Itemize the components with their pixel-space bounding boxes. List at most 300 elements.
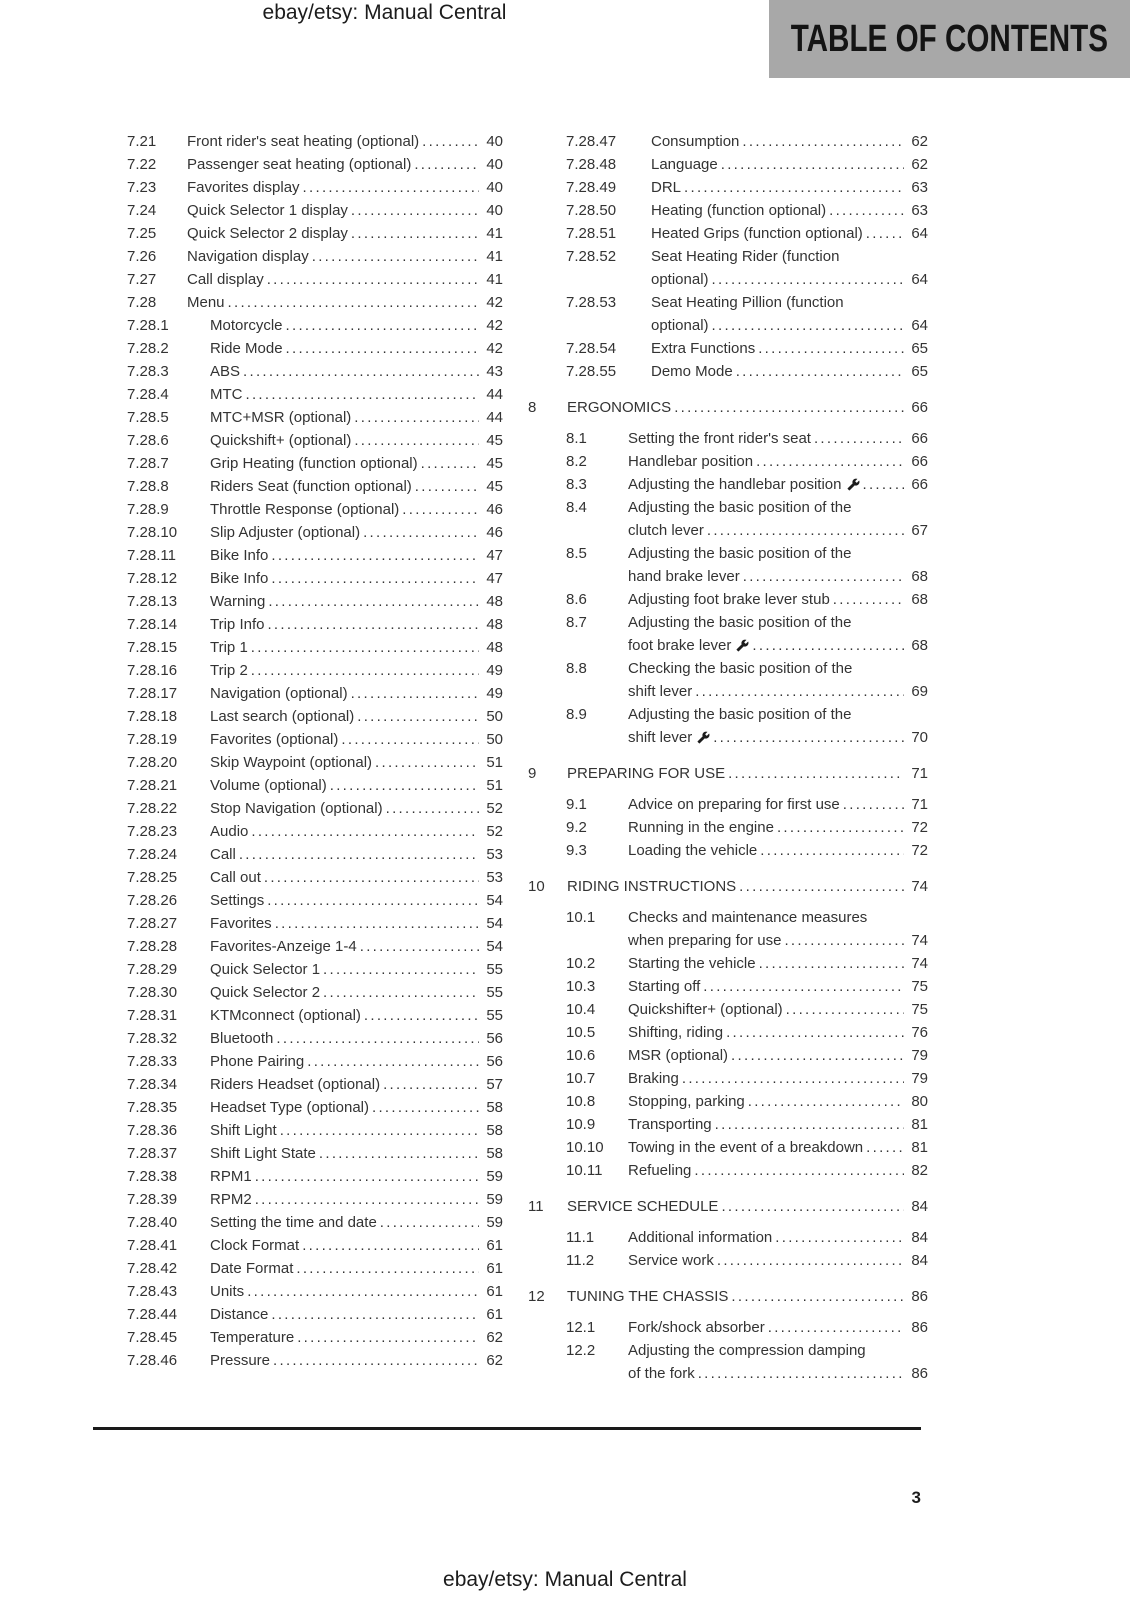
toc-entry	[127, 613, 503, 636]
entry-body	[187, 199, 503, 222]
entry-number: 7.28.33	[127, 1053, 178, 1070]
dot-leader	[299, 1234, 479, 1257]
entry-body	[628, 816, 928, 839]
entry-page-number: 59	[486, 1168, 503, 1185]
entry-number: 7.28.12	[127, 570, 178, 587]
dot-leader	[283, 314, 479, 337]
entry-title: Adjusting the basic position of the	[628, 545, 852, 562]
entry-body	[210, 1211, 503, 1234]
entry-title: Additional information	[628, 1229, 773, 1246]
dot-leader	[244, 1280, 479, 1303]
dot-leader	[351, 429, 479, 452]
entry-page-number: 41	[486, 225, 503, 242]
dot-leader	[863, 222, 904, 245]
entry-number: 8.3	[566, 476, 587, 493]
toc-entry	[127, 176, 503, 199]
entry-number: 7.28.20	[127, 754, 178, 771]
entry-title: Navigation display	[187, 248, 309, 265]
entry-page-number: 84	[911, 1198, 928, 1215]
toc-entry	[127, 797, 503, 820]
toc-entry	[127, 406, 503, 429]
entry-page-number: 84	[911, 1252, 928, 1269]
entry-body	[628, 1090, 928, 1113]
entry-page-number: 62	[486, 1329, 503, 1346]
entry-title: Consumption	[651, 133, 740, 150]
entry-page-number: 79	[911, 1047, 928, 1064]
entry-line	[210, 728, 503, 751]
entry-page-number: 64	[911, 317, 928, 334]
dot-leader	[248, 820, 479, 843]
entry-number: 7.28.27	[127, 915, 178, 932]
entry-page-number: 54	[486, 938, 503, 955]
dot-leader	[704, 519, 904, 542]
entry-number: 7.28.17	[127, 685, 178, 702]
entry-number: 7.28.6	[127, 432, 169, 449]
entry-body	[210, 1119, 503, 1142]
entry-body	[210, 498, 503, 521]
entry-number: 7.28.55	[566, 363, 617, 380]
entry-line	[567, 396, 928, 419]
dot-leader	[728, 1285, 904, 1308]
dot-leader	[293, 1257, 479, 1280]
entry-title: Adjusting the basic position of the	[628, 499, 852, 516]
toc-entry	[127, 1280, 503, 1303]
entry-page-number: 63	[911, 202, 928, 219]
entry-number: 7.26	[127, 248, 157, 265]
entry-page-number: 40	[486, 202, 503, 219]
dot-leader	[736, 875, 904, 898]
entry-body	[187, 291, 503, 314]
toc-entry	[566, 542, 928, 588]
entry-body	[628, 1339, 928, 1385]
entry-body	[210, 889, 503, 912]
entry-line	[567, 1195, 928, 1218]
entry-number: 7.28.46	[127, 1352, 178, 1369]
dot-leader	[236, 843, 479, 866]
entry-number: 10.11	[566, 1162, 603, 1179]
entry-page-number: 71	[911, 796, 928, 813]
entry-number: 10.6	[566, 1047, 596, 1064]
entry-body	[210, 406, 503, 429]
entry-line	[628, 1226, 928, 1249]
entry-title: DRL	[651, 179, 682, 196]
entry-number: 9.3	[566, 842, 587, 859]
entry-line	[628, 519, 928, 542]
entry-title: Call display	[187, 271, 264, 288]
entry-title: Quick Selector 2	[210, 984, 321, 1001]
entry-body	[628, 588, 928, 611]
toc-entry	[127, 590, 503, 613]
toc-entry	[127, 912, 503, 935]
entry-line	[628, 611, 928, 634]
toc-entry	[566, 222, 928, 245]
entry-page-number: 41	[486, 271, 503, 288]
entry-body	[210, 866, 503, 889]
entry-body	[567, 762, 928, 785]
entry-title: Handlebar position	[628, 453, 754, 470]
entry-title: Last search (optional)	[210, 708, 355, 725]
toc-entry	[566, 703, 928, 749]
toc-entry	[566, 450, 928, 473]
toc-entry	[566, 473, 928, 496]
entry-number: 7.28.40	[127, 1214, 178, 1231]
toc-entry	[127, 360, 503, 383]
entry-page-number: 63	[911, 179, 928, 196]
dot-leader	[753, 450, 904, 473]
dot-leader	[740, 565, 904, 588]
dot-leader	[725, 762, 904, 785]
entry-line	[210, 751, 503, 774]
entry-line	[210, 1234, 503, 1257]
entry-body	[210, 636, 503, 659]
entry-page-number: 65	[911, 363, 928, 380]
entry-body	[651, 130, 928, 153]
entry-page-number: 61	[486, 1260, 503, 1277]
entry-number: 8.4	[566, 499, 587, 516]
entry-line	[628, 1090, 928, 1113]
entry-body	[210, 360, 503, 383]
entry-title: Heated Grips (function optional)	[651, 225, 863, 242]
dot-leader	[757, 839, 904, 862]
entry-line	[187, 268, 503, 291]
entry-number: 7.28.1	[127, 317, 169, 334]
entry-title: Starting off	[628, 978, 701, 995]
toc-entry	[528, 762, 928, 785]
entry-body	[187, 130, 503, 153]
entry-line	[628, 680, 928, 703]
entry-body	[210, 935, 503, 958]
entry-title: MSR (optional)	[628, 1047, 729, 1064]
toc-entry	[566, 291, 928, 337]
dot-leader	[739, 130, 904, 153]
entry-page-number: 58	[486, 1145, 503, 1162]
entry-line	[651, 337, 928, 360]
toc-entry	[566, 1090, 928, 1113]
dot-leader	[348, 199, 479, 222]
entry-title: Setting the front rider's seat	[628, 430, 811, 447]
entry-number: 7.21	[127, 133, 157, 150]
entry-title: Adjusting the basic position of the	[628, 614, 852, 631]
entry-page-number: 86	[911, 1288, 928, 1305]
toc-entry	[127, 1303, 503, 1326]
toc-entry	[566, 337, 928, 360]
toc-entry	[127, 383, 503, 406]
dot-leader	[712, 1113, 904, 1136]
entry-page-number: 81	[911, 1139, 928, 1156]
entry-body	[651, 245, 928, 291]
entry-body	[210, 728, 503, 751]
entry-title: Throttle Response (optional)	[210, 501, 400, 518]
dot-leader	[745, 1090, 904, 1113]
footer-doc-title: ebay/etsy: Manual Central	[443, 1568, 687, 1591]
entry-page-number: 53	[486, 869, 503, 886]
entry-title: KTMconnect (optional)	[210, 1007, 361, 1024]
dot-leader	[348, 682, 479, 705]
entry-body	[210, 751, 503, 774]
entry-line	[210, 383, 503, 406]
entry-title: Volume (optional)	[210, 777, 327, 794]
entry-line	[628, 634, 928, 657]
toc-entry	[566, 906, 928, 952]
dot-leader	[264, 613, 479, 636]
entry-line	[210, 1303, 503, 1326]
dot-leader	[733, 360, 904, 383]
entry-title: Adjusting foot brake lever stub	[628, 591, 830, 608]
entry-title: RPM1	[210, 1168, 252, 1185]
toc-entry	[566, 1249, 928, 1272]
entry-line	[628, 473, 928, 496]
dot-leader	[863, 1136, 904, 1159]
entry-line	[210, 544, 503, 567]
entry-page-number: 61	[486, 1283, 503, 1300]
dot-leader	[399, 498, 479, 521]
entry-page-number: 42	[486, 317, 503, 334]
entry-number: 12.1	[566, 1319, 596, 1336]
entry-page-number: 50	[486, 731, 503, 748]
entry-page-number: 62	[911, 156, 928, 173]
entry-title: Trip 2	[210, 662, 248, 679]
entry-page-number: 58	[486, 1122, 503, 1139]
entry-body	[210, 1257, 503, 1280]
toc-entry	[528, 875, 928, 898]
dot-leader	[268, 567, 479, 590]
toc-entry	[566, 588, 928, 611]
entry-body	[651, 337, 928, 360]
entry-title: Service work	[628, 1252, 714, 1269]
entry-body	[210, 613, 503, 636]
dot-leader	[765, 1316, 904, 1339]
entry-line	[628, 839, 928, 862]
entry-line	[210, 1027, 503, 1050]
entry-line	[628, 1339, 928, 1362]
entry-number: 7.28.38	[127, 1168, 178, 1185]
entry-body	[628, 542, 928, 588]
dot-leader	[755, 337, 904, 360]
entry-line	[651, 130, 928, 153]
dot-leader	[830, 588, 904, 611]
entry-number: 9.1	[566, 796, 587, 813]
entry-page-number: 47	[486, 547, 503, 564]
entry-number: 9.2	[566, 819, 587, 836]
chapter-title: SERVICE SCHEDULE	[567, 1198, 719, 1215]
toc-entry	[566, 952, 928, 975]
entry-number: 8.7	[566, 614, 587, 631]
entry-page-number: 52	[486, 800, 503, 817]
entry-title: RPM2	[210, 1191, 252, 1208]
entry-page-number: 42	[486, 294, 503, 311]
entry-number: 7.28.5	[127, 409, 169, 426]
entry-number: 7.28.10	[127, 524, 178, 541]
entry-line	[210, 337, 503, 360]
entry-body	[628, 1021, 928, 1044]
entry-line	[210, 406, 503, 429]
entry-line	[651, 268, 928, 291]
toc-entry	[127, 1096, 503, 1119]
entry-page-number: 66	[911, 453, 928, 470]
entry-page-number: 76	[911, 1024, 928, 1041]
entry-number: 7.28.47	[566, 133, 617, 150]
entry-title: Passenger seat heating (optional)	[187, 156, 412, 173]
entry-title: Stopping, parking	[628, 1093, 745, 1110]
entry-number: 7.28.42	[127, 1260, 178, 1277]
toc-entry	[127, 1004, 503, 1027]
entry-page-number: 72	[911, 842, 928, 859]
entry-line	[651, 291, 928, 314]
toc-entry	[127, 337, 503, 360]
entry-number: 7.28.21	[127, 777, 178, 794]
wrench-icon	[847, 478, 860, 491]
entry-number: 7.28.22	[127, 800, 178, 817]
toc-entry	[127, 1188, 503, 1211]
entry-line	[210, 1050, 503, 1073]
toc-entry	[566, 657, 928, 703]
entry-title: optional)	[651, 317, 709, 334]
entry-line	[210, 774, 503, 797]
dot-leader	[277, 1119, 479, 1142]
entry-line	[210, 1142, 503, 1165]
entry-number: 10.5	[566, 1024, 596, 1041]
entry-body	[210, 544, 503, 567]
entry-page-number: 61	[486, 1306, 503, 1323]
entry-title: shift lever	[628, 683, 693, 700]
toc-entry	[127, 889, 503, 912]
entry-line	[210, 521, 503, 544]
entry-body	[628, 906, 928, 952]
entry-line	[628, 952, 928, 975]
entry-title: ABS	[210, 363, 241, 380]
entry-number: 10.9	[566, 1116, 596, 1133]
entry-line	[651, 153, 928, 176]
entry-line	[210, 475, 503, 498]
dot-leader	[351, 406, 479, 429]
entry-number: 7.28.51	[566, 225, 617, 242]
toc-entry	[566, 839, 928, 862]
entry-page-number: 64	[911, 225, 928, 242]
entry-number: 12.2	[566, 1342, 596, 1359]
entry-page-number: 72	[911, 819, 928, 836]
toc-entry	[566, 176, 928, 199]
toc-entry	[127, 544, 503, 567]
dot-leader	[709, 268, 904, 291]
entry-title: Bluetooth	[210, 1030, 274, 1047]
entry-title: Navigation (optional)	[210, 685, 348, 702]
entry-body	[567, 396, 928, 419]
entry-page-number: 52	[486, 823, 503, 840]
entry-title: Trip 1	[210, 639, 248, 656]
toc-entry	[566, 816, 928, 839]
dot-leader	[320, 958, 479, 981]
entry-body	[628, 793, 928, 816]
dot-leader	[714, 1249, 904, 1272]
toc-entry	[127, 521, 503, 544]
entry-page-number: 66	[911, 430, 928, 447]
toc-entry	[127, 843, 503, 866]
entry-number: 10.10	[566, 1139, 604, 1156]
entry-title: Refueling	[628, 1162, 692, 1179]
entry-page-number: 56	[486, 1030, 503, 1047]
entry-title: Settings	[210, 892, 265, 909]
entry-line	[628, 906, 928, 929]
entry-line	[651, 245, 928, 268]
entry-line	[210, 314, 503, 337]
toc-entry	[566, 427, 928, 450]
entry-title: Quick Selector 1	[210, 961, 321, 978]
dot-leader	[265, 590, 479, 613]
entry-body	[210, 521, 503, 544]
entry-page-number: 41	[486, 248, 503, 265]
entry-title: Shift Light State	[210, 1145, 316, 1162]
entry-title: Checking the basic position of the	[628, 660, 853, 677]
entry-line	[210, 935, 503, 958]
entry-line	[628, 1249, 928, 1272]
entry-title: Advice on preparing for first use	[628, 796, 840, 813]
entry-number: 8.2	[566, 453, 587, 470]
entry-body	[210, 1349, 503, 1372]
entry-title: clutch lever	[628, 522, 704, 539]
dot-leader	[718, 153, 904, 176]
dot-leader	[679, 1067, 904, 1090]
dot-leader	[756, 952, 904, 975]
toc-entry	[127, 820, 503, 843]
toc-entry	[127, 981, 503, 1004]
toc-banner-title: TABLE OF CONTENTS	[790, 17, 1109, 60]
entry-body	[567, 875, 928, 898]
entry-line	[628, 496, 928, 519]
entry-title: Shifting, riding	[628, 1024, 724, 1041]
entry-title: Quick Selector 1 display	[187, 202, 348, 219]
entry-title: Call out	[210, 869, 261, 886]
toc-entry	[566, 975, 928, 998]
entry-body	[187, 268, 503, 291]
entry-title: Bike Info	[210, 547, 269, 564]
entry-line	[651, 314, 928, 337]
toc-entry	[566, 496, 928, 542]
entry-body	[187, 222, 503, 245]
entry-title: Ride Mode	[210, 340, 283, 357]
entry-page-number: 47	[486, 570, 503, 587]
entry-line	[628, 1044, 928, 1067]
dot-leader	[327, 774, 479, 797]
entry-title: Towing in the event of a breakdown	[628, 1139, 864, 1156]
entry-body	[628, 657, 928, 703]
dot-leader	[691, 1159, 904, 1182]
entry-body	[210, 659, 503, 682]
entry-number: 7.28.9	[127, 501, 169, 518]
entry-page-number: 55	[486, 984, 503, 1001]
entry-line	[187, 130, 503, 153]
entry-body	[628, 703, 928, 749]
entry-page-number: 68	[911, 568, 928, 585]
toc-entry	[127, 659, 503, 682]
dot-leader	[860, 473, 905, 496]
entry-body	[210, 682, 503, 705]
entry-number: 7.28.45	[127, 1329, 178, 1346]
entry-body	[628, 839, 928, 862]
toc-entry	[127, 291, 503, 314]
dot-leader	[270, 1349, 479, 1372]
entry-line	[628, 1136, 928, 1159]
entry-title: Favorites-Anzeige 1-4	[210, 938, 357, 955]
dot-leader	[361, 1004, 479, 1027]
toc-entry	[127, 1142, 503, 1165]
toc-entry	[127, 1073, 503, 1096]
entry-line	[567, 875, 928, 898]
entry-title: Distance	[210, 1306, 269, 1323]
entry-page-number: 40	[486, 179, 503, 196]
dot-leader	[419, 130, 479, 153]
toc-entry	[127, 751, 503, 774]
entry-title: Stop Navigation (optional)	[210, 800, 383, 817]
